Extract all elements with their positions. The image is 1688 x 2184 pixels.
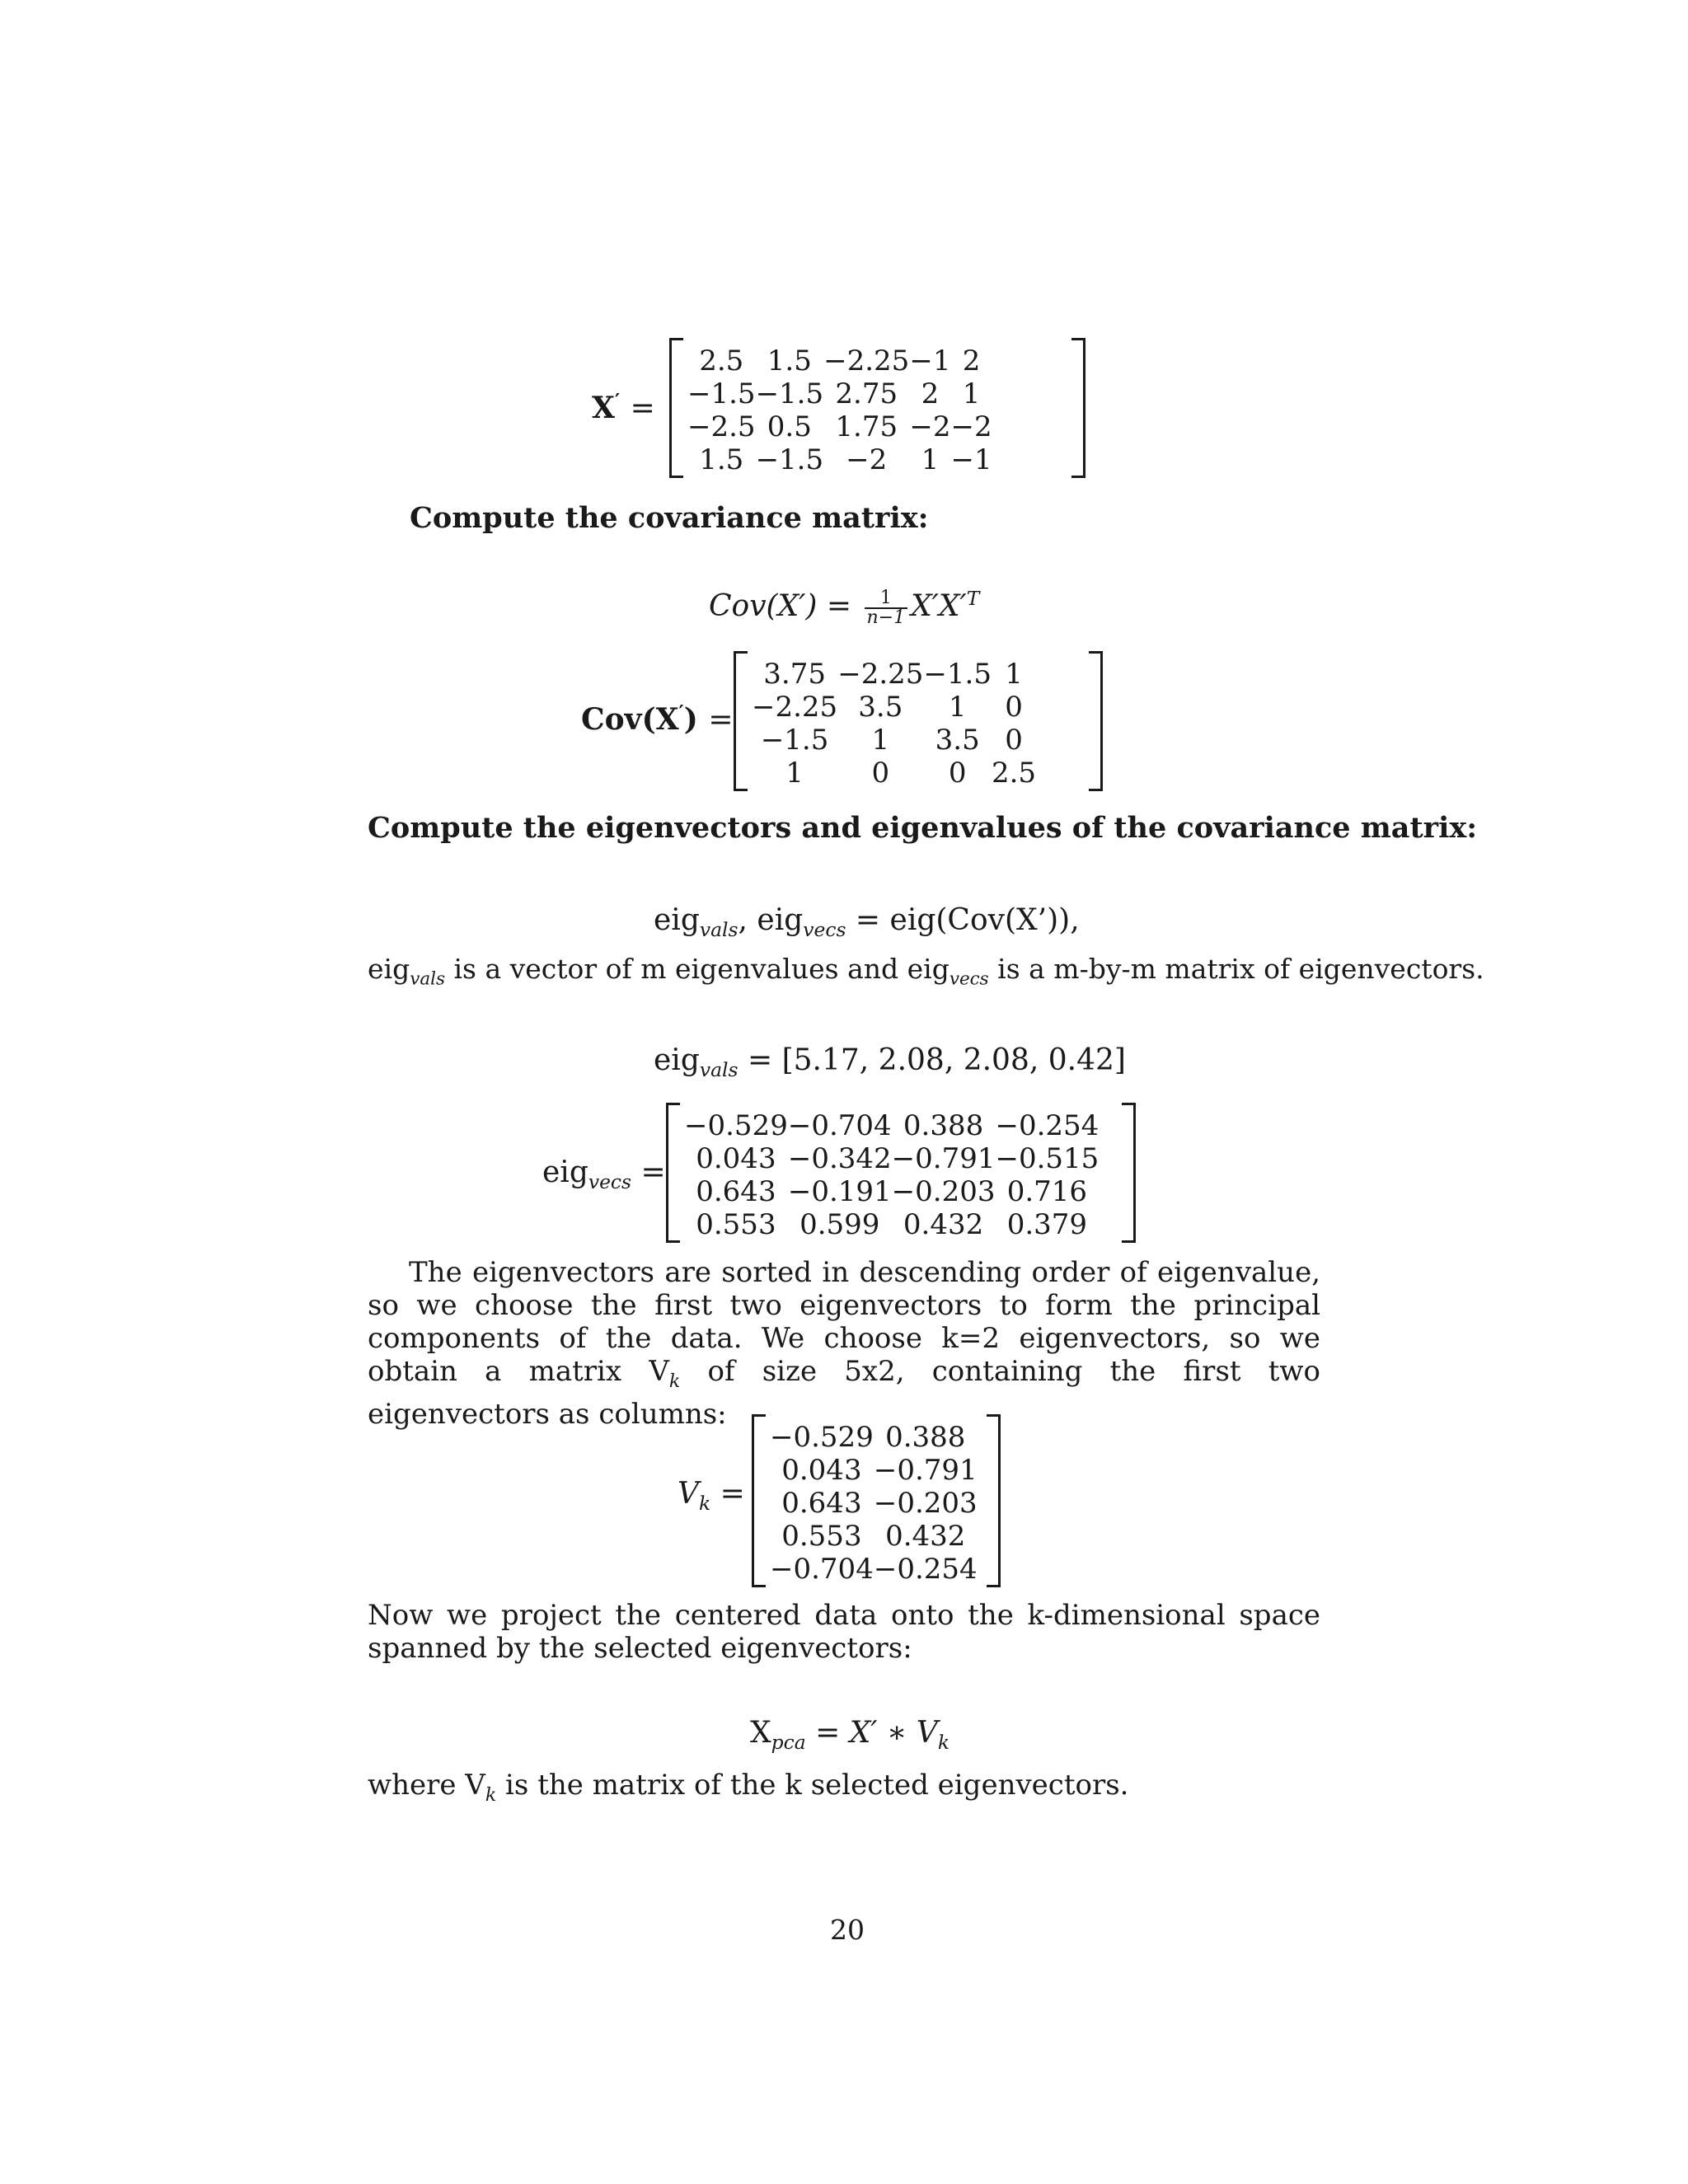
matrix-x-left-bracket: [669, 338, 683, 478]
xpca-formula-rhs: = X′ ∗ V: [805, 1716, 938, 1750]
matrix-eigvecs-cell: 0.379: [1006, 1208, 1088, 1241]
xpca-formula-lhs: X: [750, 1716, 771, 1750]
matrix-x-cell: −1: [950, 443, 992, 476]
eig-sentence: [368, 953, 1484, 996]
eig-formula-rhs: = eig(Cov(X’)),: [846, 903, 1080, 937]
matrix-x-cell: 2.75: [835, 377, 898, 410]
matrix-x-cell: −2.25: [823, 344, 910, 377]
heading-eigen: Compute the eigenvectors and eigenvalues of the covariance matrix:: [368, 811, 1478, 845]
matrix-cov-cell: 3.75: [763, 658, 826, 691]
matrix-x-cell: −1: [909, 344, 951, 377]
matrix-cov-cell: 1: [1005, 658, 1023, 691]
matrix-vk-cell: −0.704: [770, 1553, 874, 1586]
matrix-x-cell: −2.5: [687, 410, 756, 443]
matrix-vk-left-bracket: [752, 1414, 766, 1587]
matrix-eigvecs-cell: −0.704: [787, 1109, 892, 1142]
matrix-x-cell: 2: [921, 377, 940, 410]
matrix-vk-cell: −0.203: [873, 1487, 978, 1520]
matrix-cov-row: [752, 691, 1036, 724]
matrix-cov: [734, 651, 1103, 791]
paragraph-project: Now we project the centered data onto the k-dimensional space spanned by the selected eigenvectors:: [368, 1599, 1320, 1665]
matrix-x-table: [687, 344, 992, 476]
matrix-cov-cell: −2.25: [752, 691, 838, 724]
matrix-eigvecs-cell: 0.599: [799, 1208, 880, 1241]
matrix-cov-cell: −2.25: [837, 658, 924, 691]
matrix-vk-label: [678, 1477, 745, 1515]
cov-formula-fraction: [865, 589, 908, 627]
eigvals-line-rhs: = [5.17, 2.08, 2.08, 0.42]: [738, 1043, 1126, 1077]
matrix-vk-cell: 0.432: [885, 1520, 966, 1553]
eig-formula-eig-2: eig: [757, 903, 804, 937]
matrix-x-label: [592, 389, 655, 425]
matrix-eigvecs-cell: 0.716: [1006, 1175, 1088, 1208]
eig-sentence-part1: is a vector of m eigenvalues and: [444, 953, 907, 985]
matrix-vk-cell: 0.388: [885, 1421, 966, 1454]
matrix-cov-cell: 1: [948, 691, 967, 724]
eig-sentence-part2: is a m-by-m matrix of eigenvectors.: [988, 953, 1484, 985]
matrix-vk-cell: −0.791: [873, 1454, 978, 1487]
matrix-x-row: [687, 410, 992, 443]
paragraph-where: [368, 1769, 1128, 1811]
matrix-x-cell: 2.5: [699, 344, 744, 377]
matrix-eigvecs-cell: −0.342: [787, 1142, 892, 1175]
matrix-cov-table: [752, 658, 1036, 790]
eigvals-line-eig: eig: [654, 1043, 700, 1077]
matrix-x-label-prime: ′: [614, 389, 621, 412]
eig-sentence-eig-2: eig: [907, 953, 950, 985]
matrix-x-cell: −2: [846, 443, 888, 476]
matrix-x-cell: −1.5: [755, 377, 824, 410]
matrix-cov-cell: 2.5: [991, 757, 1037, 790]
paragraph-sorted: [368, 1256, 1320, 1431]
matrix-x-cell: 1: [962, 377, 981, 410]
matrix-vk-label-main: V: [678, 1477, 699, 1511]
matrix-cov-cell: 3.5: [935, 724, 980, 757]
matrix-eigvecs-cell: 0.553: [696, 1208, 776, 1241]
matrix-eigvecs-cell: −0.791: [891, 1142, 996, 1175]
matrix-eigvecs-label-eig: eig: [542, 1155, 588, 1189]
matrix-x-row: [687, 344, 992, 377]
matrix-vk-cell: −0.254: [873, 1553, 978, 1586]
eigvals-line: [654, 1043, 1126, 1081]
matrix-eigvecs-table: [684, 1109, 1099, 1241]
matrix-cov-cell: 1: [785, 757, 804, 790]
matrix-x-cell: 1.5: [699, 443, 744, 476]
matrix-eigvecs-cell: −0.254: [995, 1109, 1100, 1142]
matrix-eigvecs-cell: −0.203: [891, 1175, 996, 1208]
matrix-vk-row: [770, 1421, 978, 1454]
cov-formula-rhs-sup: T: [966, 587, 980, 610]
matrix-x-row: [687, 443, 992, 476]
matrix-x-cell: 2: [962, 344, 981, 377]
matrix-x-cell: 1.5: [767, 344, 812, 377]
eig-sentence-vecs-sub: vecs: [949, 968, 989, 990]
matrix-eigvecs-cell: −0.191: [787, 1175, 892, 1208]
matrix-eigvecs-cell: 0.388: [903, 1109, 984, 1142]
matrix-cov-row: [752, 757, 1036, 790]
matrix-vk-cell: 0.643: [781, 1487, 862, 1520]
matrix-eigvecs-label-sub: vecs: [588, 1170, 632, 1194]
matrix-x-cell: −1.5: [687, 377, 756, 410]
matrix-vk-equals: =: [720, 1477, 745, 1511]
matrix-x-cell: 1.75: [835, 410, 898, 443]
matrix-vk-label-sub: k: [699, 1492, 711, 1516]
eig-formula: [654, 903, 1080, 941]
cov-formula: [709, 587, 979, 627]
matrix-vk: [752, 1414, 1001, 1587]
matrix-eigvecs-cell: 0.432: [903, 1208, 984, 1241]
paragraph-sorted-sub: k: [668, 1370, 681, 1392]
matrix-vk-table: [770, 1421, 978, 1586]
matrix-x-row: [687, 377, 992, 410]
matrix-cov-cell: 0: [1005, 724, 1023, 757]
xpca-formula: [750, 1716, 950, 1754]
eig-formula-comma: ,: [738, 903, 757, 937]
heading-covariance: Compute the covariance matrix:: [410, 501, 929, 535]
matrix-cov-cell: −1.5: [923, 658, 992, 691]
cov-formula-lhs: Cov(X′) =: [709, 589, 852, 623]
matrix-cov-row: [752, 724, 1036, 757]
matrix-vk-cell: −0.529: [770, 1421, 874, 1454]
eigvals-line-sub: vals: [699, 1058, 738, 1082]
matrix-x-right-bracket: [1071, 338, 1085, 478]
matrix-eigvecs-row: [684, 1109, 1099, 1142]
eig-sentence-eig-1: eig: [368, 953, 410, 985]
eig-formula-vals-sub: vals: [699, 918, 738, 942]
matrix-cov-cell: −1.5: [760, 724, 829, 757]
matrix-x-cell: −1.5: [755, 443, 824, 476]
matrix-eigvecs-row: [684, 1142, 1099, 1175]
matrix-eigvecs: [666, 1103, 1136, 1243]
matrix-vk-row: [770, 1487, 978, 1520]
matrix-vk-cell: 0.553: [781, 1520, 862, 1553]
matrix-cov-left-bracket: [734, 651, 748, 791]
matrix-cov-cell: 3.5: [858, 691, 903, 724]
matrix-eigvecs-cell: 0.643: [696, 1175, 776, 1208]
matrix-x: [669, 338, 1085, 478]
matrix-vk-right-bracket: [987, 1414, 1001, 1587]
xpca-formula-rhs-sub: k: [937, 1731, 950, 1755]
matrix-x-label-main: X: [592, 391, 615, 425]
matrix-eigvecs-cell: −0.529: [684, 1109, 788, 1142]
matrix-cov-equals: =: [708, 703, 734, 737]
matrix-eigvecs-label: [542, 1155, 666, 1193]
matrix-cov-cell: 0: [1005, 691, 1023, 724]
matrix-cov-label: [581, 701, 733, 737]
cov-formula-frac-den: n−1: [866, 607, 906, 628]
matrix-cov-cell: 0: [948, 757, 967, 790]
xpca-formula-lhs-sub: pca: [771, 1731, 806, 1755]
cov-formula-frac-num: 1: [865, 589, 908, 609]
matrix-vk-row: [770, 1454, 978, 1487]
cov-formula-rhs: X′X′: [911, 589, 967, 623]
page-number: 20: [830, 1914, 865, 1946]
matrix-x-cell: −2: [909, 410, 951, 443]
paragraph-sorted-text1: The eigenvectors are sorted in descending order of eigenvalue, so we choose the first two eigenvectors to form the principal components of the data. We choose k=2 eigenvectors, so we obtain a matrix V: [368, 1256, 1320, 1388]
matrix-vk-row: [770, 1553, 978, 1586]
matrix-x-cell: 0.5: [767, 410, 812, 443]
matrix-cov-right-bracket: [1089, 651, 1103, 791]
matrix-eigvecs-row: [684, 1175, 1099, 1208]
matrix-cov-row: [752, 658, 1036, 691]
matrix-cov-cell: 0: [871, 757, 890, 790]
matrix-eigvecs-cell: 0.043: [696, 1142, 776, 1175]
matrix-eigvecs-cell: −0.515: [995, 1142, 1100, 1175]
matrix-cov-label-main: Cov(X: [581, 702, 679, 737]
paragraph-where-sub: k: [485, 1783, 497, 1806]
matrix-vk-cell: 0.043: [781, 1454, 862, 1487]
matrix-x-cell: −2: [950, 410, 992, 443]
matrix-cov-label-prime: ′: [678, 701, 684, 724]
matrix-eigvecs-right-bracket: [1122, 1103, 1136, 1243]
paragraph-where-text2: is the matrix of the k selected eigenvectors.: [496, 1769, 1129, 1802]
eig-sentence-vals-sub: vals: [410, 968, 445, 990]
matrix-eigvecs-left-bracket: [666, 1103, 680, 1243]
eig-formula-vecs-sub: vecs: [803, 918, 846, 942]
paragraph-sorted-text2: of size 5x2, containing the first two eigenvectors as columns:: [368, 1355, 1320, 1431]
eig-formula-eig-1: eig: [654, 903, 700, 937]
paragraph-where-text1: where V: [368, 1769, 485, 1802]
matrix-x-cell: 1: [921, 443, 940, 476]
matrix-x-equals: =: [630, 391, 655, 425]
matrix-cov-cell: 1: [871, 724, 890, 757]
matrix-cov-label-close: ): [683, 702, 698, 737]
matrix-eigvecs-equals: =: [640, 1155, 666, 1189]
matrix-eigvecs-row: [684, 1208, 1099, 1241]
matrix-vk-row: [770, 1520, 978, 1553]
